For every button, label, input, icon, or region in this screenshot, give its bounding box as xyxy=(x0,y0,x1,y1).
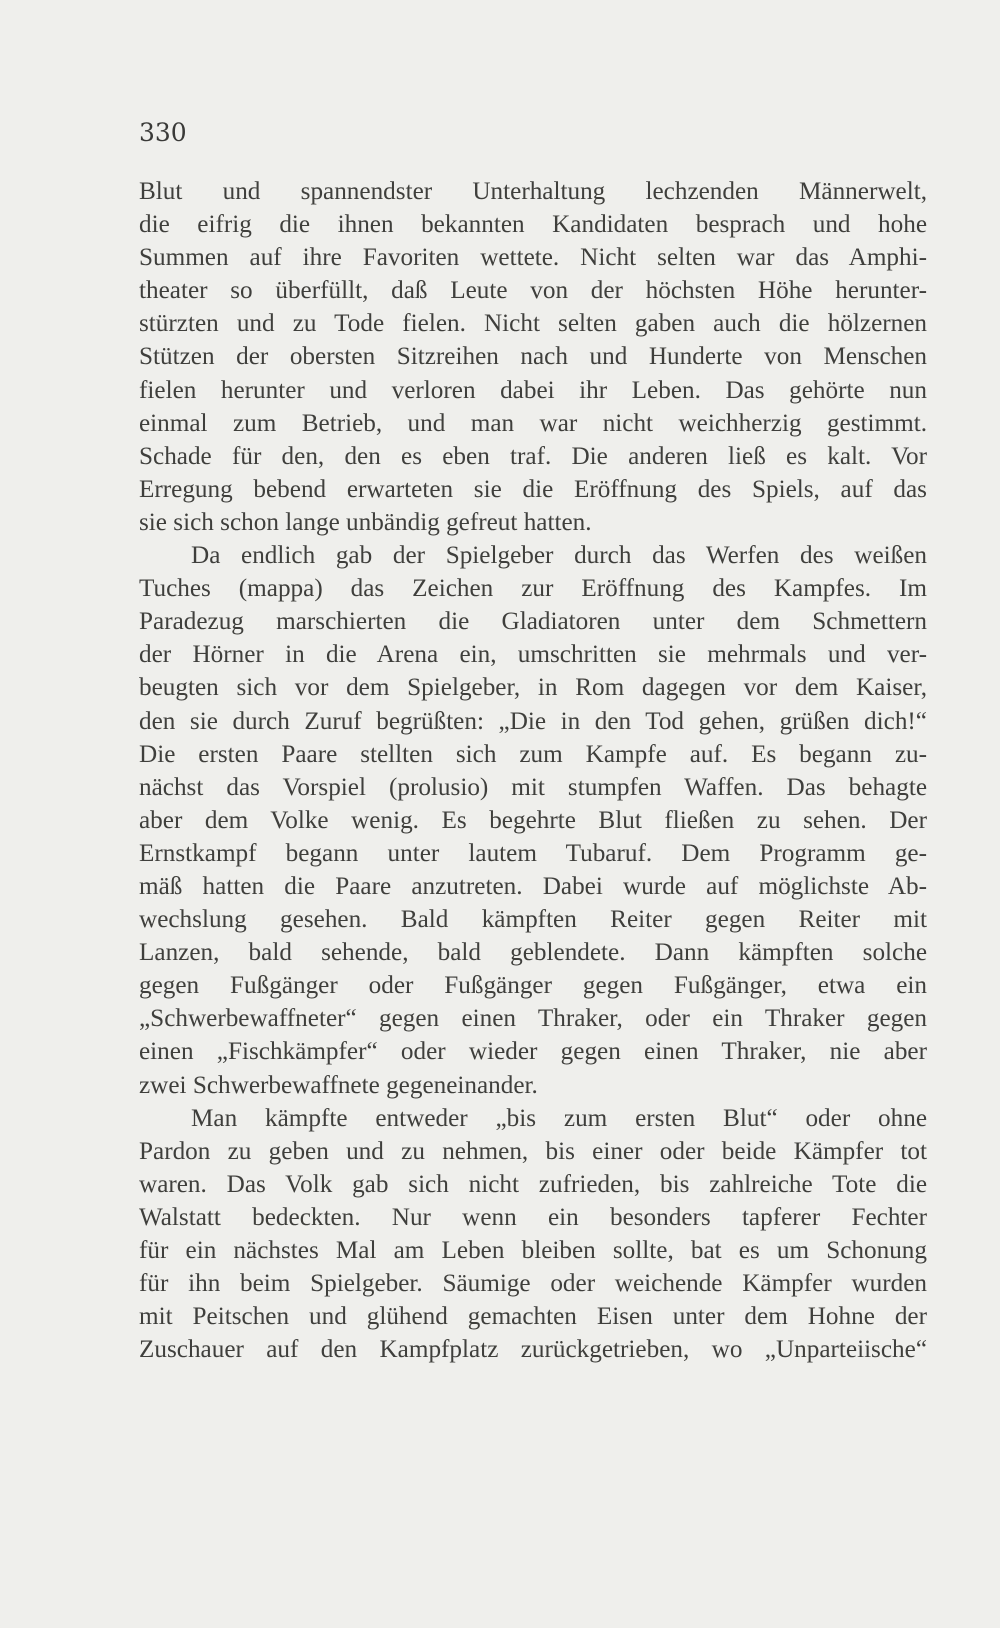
text-line: den sie durch Zuruf begrüßten: „Die in den Tod gehen, grüßen dich!“ xyxy=(139,707,927,735)
text-line: die eifrig die ihnen bekannten Kandidaten besprach und hohe xyxy=(139,211,927,239)
text-line: gegen Fußgänger oder Fußgänger gegen Fußgänger, etwa ein xyxy=(139,972,927,1000)
text-line: einen „Fischkämpfer“ oder wieder gegen einen Thraker, nie aber xyxy=(139,1038,927,1066)
text-line: „Schwerbewaffneter“ gegen einen Thraker, oder ein Thraker gegen xyxy=(139,1005,927,1033)
body-text xyxy=(139,175,927,1366)
text-line: der Hörner in die Arena ein, umschritten sie mehrmals und ver- xyxy=(139,641,927,669)
text-line: Ernstkampf begann unter lautem Tubaruf. Dem Programm ge- xyxy=(139,839,927,867)
text-line: nächst das Vorspiel (prolusio) mit stumpfen Waffen. Das behagte xyxy=(139,773,927,801)
text-line: Schade für den, den es eben traf. Die anderen ließ es kalt. Vor xyxy=(139,442,927,470)
text-line: Summen auf ihre Favoriten wettete. Nicht selten war das Amphi- xyxy=(139,244,927,272)
text-line: zwei Schwerbewaffnete gegeneinander. xyxy=(139,1071,538,1099)
text-line: mäß hatten die Paare anzutreten. Dabei wurde auf möglichste Ab- xyxy=(139,872,927,900)
text-line: einmal zum Betrieb, und man war nicht weichherzig gestimmt. xyxy=(139,409,927,437)
text-line: Paradezug marschierten die Gladiatoren unter dem Schmettern xyxy=(139,608,927,636)
page-number: 330 xyxy=(139,118,187,147)
text-line: theater so überfüllt, daß Leute von der höchsten Höhe herunter- xyxy=(139,277,927,305)
text-line: sie sich schon lange unbändig gefreut hatten. xyxy=(139,508,592,536)
text-line: Walstatt bedeckten. Nur wenn ein besonders tapferer Fechter xyxy=(139,1203,927,1231)
text-line: für ein nächstes Mal am Leben bleiben sollte, bat es um Schonung xyxy=(139,1237,927,1264)
text-line: aber dem Volke wenig. Es begehrte Blut fließen zu sehen. Der xyxy=(139,806,927,834)
text-line: Die ersten Paare stellten sich zum Kampfe auf. Es begann zu- xyxy=(139,740,927,768)
text-line: für ihn beim Spielgeber. Säumige oder weichende Kämpfer wurden xyxy=(139,1270,927,1298)
text-line: Man kämpfte entweder „bis zum ersten Blut“ oder ohne xyxy=(191,1104,927,1132)
text-line: wechslung gesehen. Bald kämpften Reiter gegen Reiter mit xyxy=(139,906,927,934)
text-line: stürzten und zu Tode fielen. Nicht selten gaben auch die hölzernen xyxy=(139,310,927,338)
text-line: Da endlich gab der Spielgeber durch das Werfen des weißen xyxy=(191,542,927,570)
text-line: Zuschauer auf den Kampfplatz zurückgetrieben, wo „Unparteiische“ xyxy=(139,1336,927,1364)
text-line: mit Peitschen und glühend gemachten Eisen unter dem Hohne der xyxy=(139,1303,927,1331)
text-line: beugten sich vor dem Spielgeber, in Rom dagegen vor dem Kaiser, xyxy=(139,674,927,702)
text-line: Blut und spannendster Unterhaltung lechzenden Männerwelt, xyxy=(139,178,927,205)
text-line: Stützen der obersten Sitzreihen nach und Hunderte von Menschen xyxy=(139,343,927,371)
text-line: Erregung bebend erwarteten sie die Eröffnung des Spiels, auf das xyxy=(139,475,927,503)
text-line: Lanzen, bald sehende, bald geblendete. Dann kämpften solche xyxy=(139,939,927,967)
text-line: Tuches (mappa) das Zeichen zur Eröffnung des Kampfes. Im xyxy=(139,575,927,603)
text-line: Pardon zu geben und zu nehmen, bis einer oder beide Kämpfer tot xyxy=(139,1137,927,1165)
text-line: waren. Das Volk gab sich nicht zufrieden, bis zahlreiche Tote die xyxy=(139,1170,927,1198)
text-line: fielen herunter und verloren dabei ihr Leben. Das gehörte nun xyxy=(139,376,927,404)
